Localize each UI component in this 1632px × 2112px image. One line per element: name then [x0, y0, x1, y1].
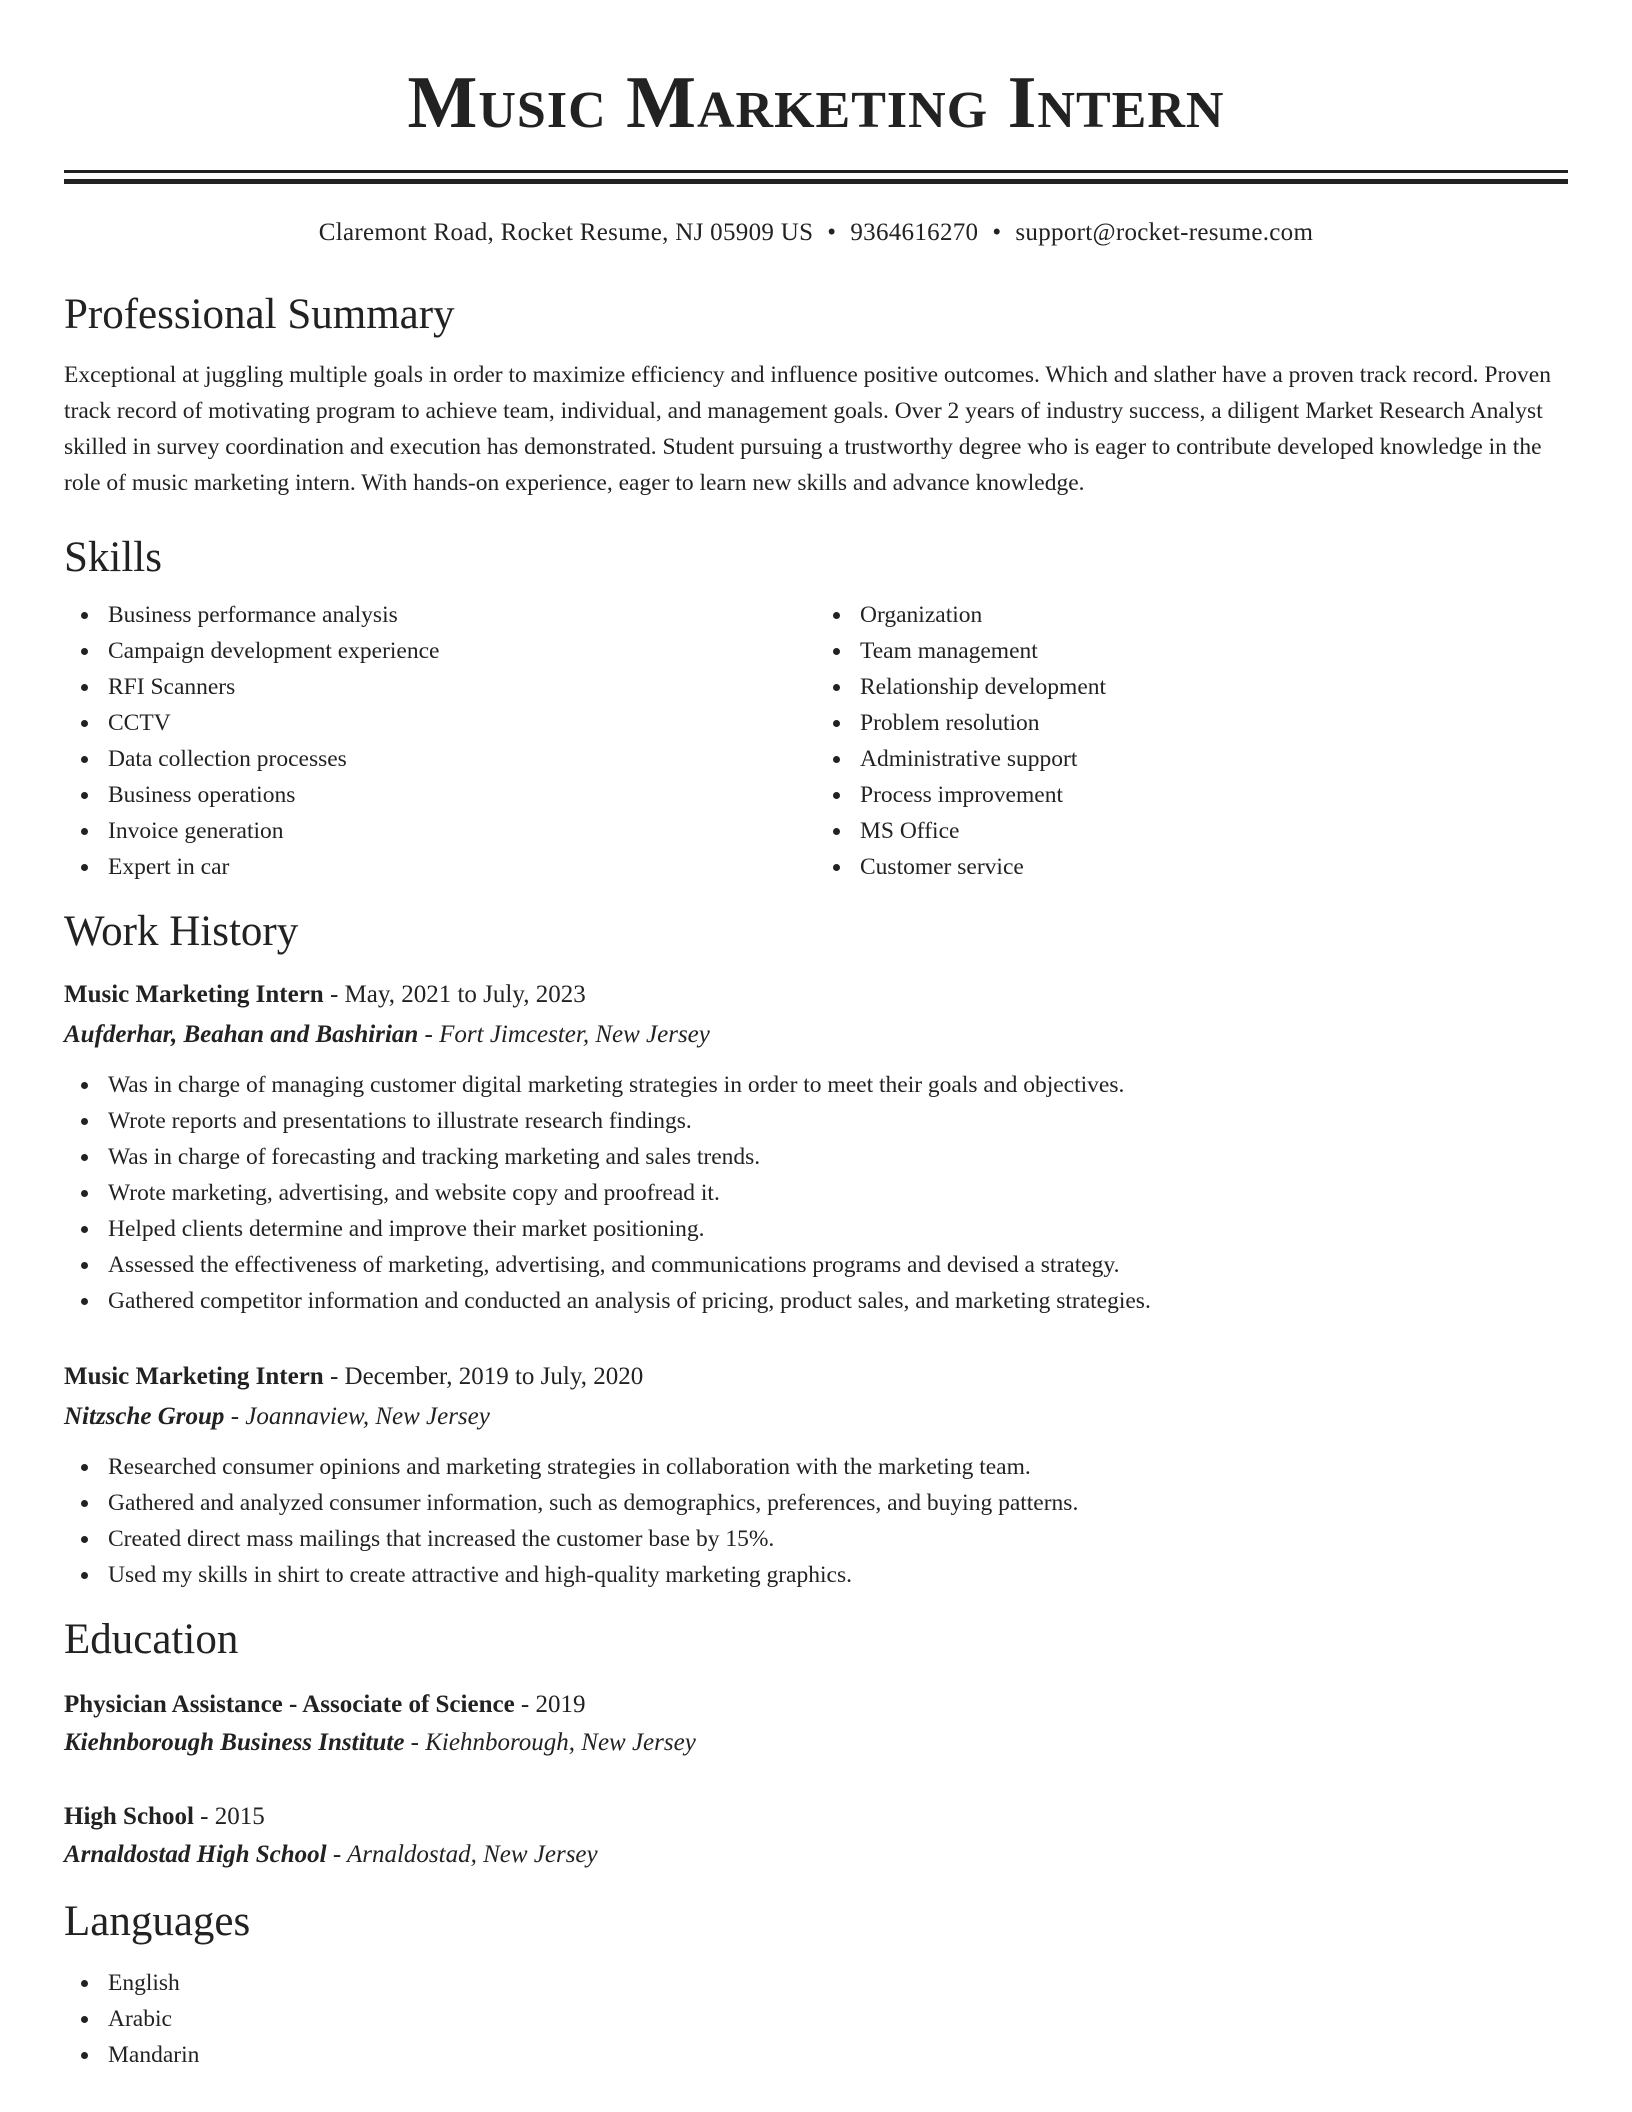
skill-item: Business operations — [108, 777, 816, 813]
skill-item: Campaign development experience — [108, 633, 816, 669]
languages-heading: Languages — [64, 1898, 251, 1945]
summary-heading: Professional Summary — [64, 291, 455, 338]
skill-item: Relationship development — [860, 669, 1568, 705]
education-school: Kiehnborough Business Institute — [64, 1729, 405, 1756]
skills-list-left — [64, 597, 816, 885]
job-title: Music Marketing Intern — [64, 1363, 324, 1390]
skill-item: MS Office — [860, 813, 1568, 849]
skill-item: Invoice generation — [108, 813, 816, 849]
education-location: - Arnaldostad, New Jersey — [326, 1841, 598, 1868]
job-company-line — [64, 1017, 1568, 1053]
job-title-line — [64, 977, 1568, 1013]
skills-list-right — [816, 597, 1568, 885]
language-item: Arabic — [108, 2001, 1568, 2037]
job-duty: Gathered and analyzed consumer information, such as demographics, preferences, and buying patterns. — [108, 1485, 1568, 1521]
resume-page — [64, 0, 1568, 2073]
education-school: Arnaldostad High School — [64, 1841, 327, 1868]
skill-item: Customer service — [860, 849, 1568, 885]
contact-separator: • — [992, 219, 1002, 246]
job-dates: - December, 2019 to July, 2020 — [323, 1363, 644, 1390]
job-duty: Created direct mass mailings that increased the customer base by 15%. — [108, 1521, 1568, 1557]
language-item: English — [108, 1965, 1568, 2001]
job-location: - Joannaview, New Jersey — [224, 1403, 490, 1430]
skill-item: Data collection processes — [108, 741, 816, 777]
skills-heading: Skills — [64, 534, 162, 581]
job-duty: Assessed the effectiveness of marketing, advertising, and communications programs and devised a strategy. — [108, 1247, 1568, 1283]
contact-line — [64, 216, 1568, 250]
skills-columns — [64, 597, 1568, 885]
skill-item: Team management — [860, 633, 1568, 669]
skill-item: Organization — [860, 597, 1568, 633]
skill-item: Business performance analysis — [108, 597, 816, 633]
contact-email: support@rocket-resume.com — [1015, 219, 1314, 246]
candidate-name: Music Marketing Intern — [407, 62, 1225, 144]
job-entry — [64, 1359, 1568, 1593]
job-duty: Used my skills in shirt to create attractive and high-quality marketing graphics. — [108, 1557, 1568, 1593]
header-rule-thin — [64, 170, 1568, 173]
contact-address: Claremont Road, Rocket Resume, NJ 05909 US — [318, 219, 814, 246]
contact-separator: • — [827, 219, 837, 246]
job-title: Music Marketing Intern — [64, 981, 324, 1008]
job-duty: Wrote marketing, advertising, and website copy and proofread it. — [108, 1175, 1568, 1211]
job-entry — [64, 977, 1568, 1319]
job-title-line — [64, 1359, 1568, 1395]
job-duty: Gathered competitor information and conducted an analysis of pricing, product sales, and marketing strategies. — [108, 1283, 1568, 1319]
skill-item: Process improvement — [860, 777, 1568, 813]
languages-list — [64, 1965, 1568, 2073]
education-degree: High School — [64, 1803, 194, 1830]
education-degree-line — [64, 1799, 1568, 1835]
skill-item: CCTV — [108, 705, 816, 741]
education-school-line — [64, 1725, 1568, 1761]
job-duty: Wrote reports and presentations to illustrate research findings. — [108, 1103, 1568, 1139]
education-year: - 2019 — [514, 1691, 586, 1718]
job-duty: Helped clients determine and improve their market positioning. — [108, 1211, 1568, 1247]
header-rule-thick — [64, 179, 1568, 184]
education-entry — [64, 1687, 1568, 1761]
job-company: Nitzsche Group — [64, 1403, 225, 1430]
job-duty: Researched consumer opinions and marketing strategies in collaboration with the marketing team. — [108, 1449, 1568, 1485]
skill-item: RFI Scanners — [108, 669, 816, 705]
job-duties-list — [64, 1449, 1568, 1593]
job-duty: Was in charge of forecasting and tracking marketing and sales trends. — [108, 1139, 1568, 1175]
education-heading: Education — [64, 1616, 239, 1663]
job-company-line — [64, 1399, 1568, 1435]
education-entry — [64, 1799, 1568, 1873]
education-school-line — [64, 1837, 1568, 1873]
job-duty: Was in charge of managing customer digital marketing strategies in order to meet their goals and objectives. — [108, 1067, 1568, 1103]
job-location: - Fort Jimcester, New Jersey — [418, 1021, 710, 1048]
job-company: Aufderhar, Beahan and Bashirian — [64, 1021, 419, 1048]
education-degree-line — [64, 1687, 1568, 1723]
education-year: - 2015 — [193, 1803, 265, 1830]
education-degree: Physician Assistance - Associate of Science — [64, 1691, 515, 1718]
language-item: Mandarin — [108, 2037, 1568, 2073]
job-dates: - May, 2021 to July, 2023 — [323, 981, 586, 1008]
job-duties-list — [64, 1067, 1568, 1319]
skill-item: Expert in car — [108, 849, 816, 885]
summary-text: Exceptional at juggling multiple goals in order to maximize efficiency and influence positive outcomes. Which and slather have a proven track record. Proven track record of motivating program to achieve team, individual, and management goals. Over 2 years of industry success, a diligent Market Research Analyst skilled in survey coordination and execution has demonstrated. Student pursuing a trustworthy degree who is eager to contribute developed knowledge in the role of music marketing intern. With hands-on experience, eager to learn new skills and advance knowledge. — [64, 362, 1551, 496]
skill-item: Problem resolution — [860, 705, 1568, 741]
education-location: - Kiehnborough, New Jersey — [404, 1729, 696, 1756]
skill-item: Administrative support — [860, 741, 1568, 777]
work-history-heading: Work History — [64, 908, 299, 955]
contact-phone: 9364616270 — [850, 219, 979, 246]
